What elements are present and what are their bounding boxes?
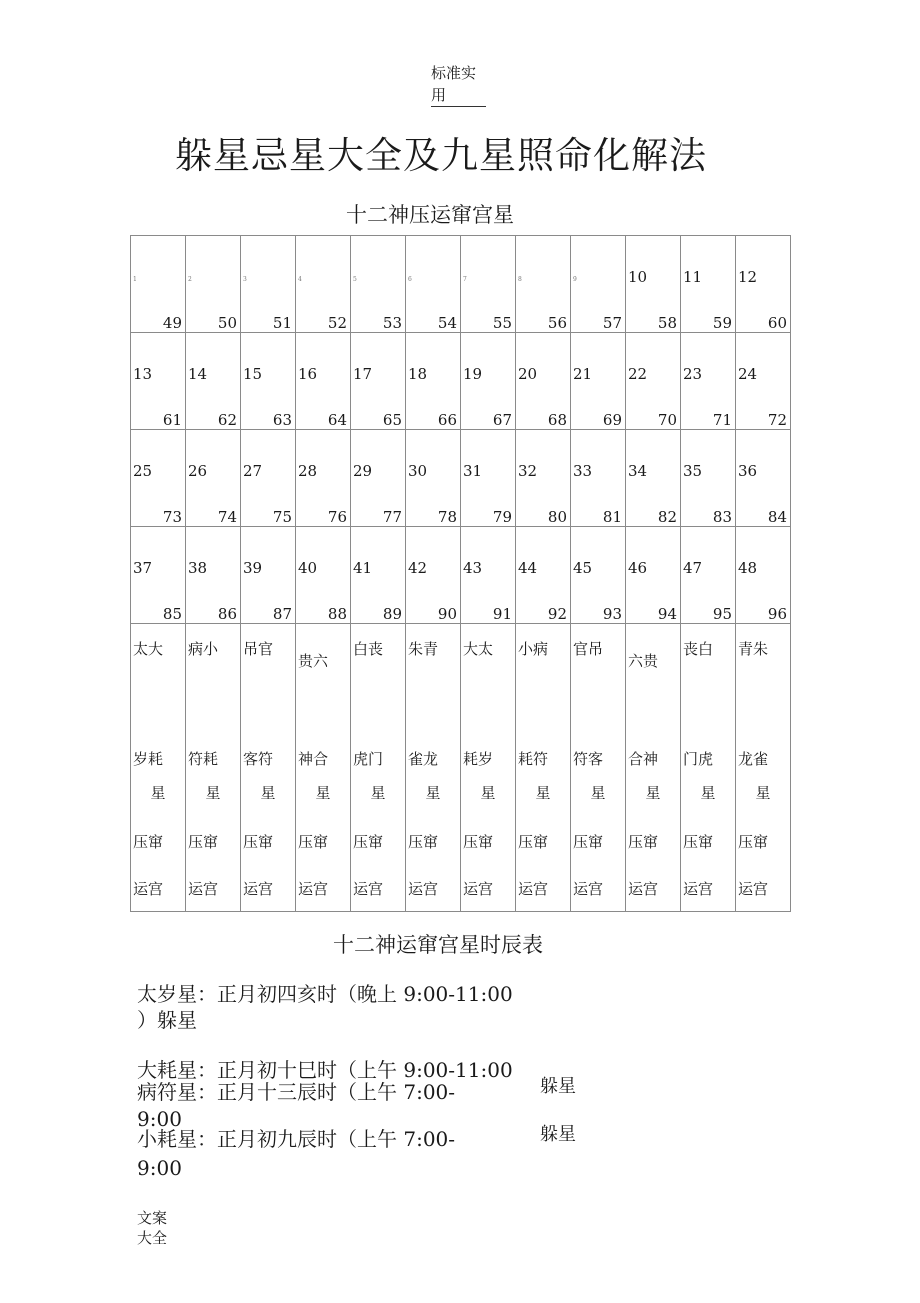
document-title: 躲星忌星大全及九星照命化解法: [175, 134, 707, 177]
cell-number-top: 36: [738, 462, 758, 480]
star-name-cell: [626, 624, 681, 912]
star-name-line3: 星: [480, 784, 496, 802]
star-name-line5: 运宫: [188, 880, 219, 898]
entry-bingfu-line1: 病符星：正月十三辰时（上午 7:00-: [137, 1080, 456, 1104]
entry-xiaohao-tail: 躲星: [540, 1124, 576, 1145]
number-cell: [736, 527, 791, 624]
number-cell: [626, 236, 681, 333]
cell-number-top: 23: [683, 365, 703, 383]
number-cell: [186, 527, 241, 624]
cell-number-top: 7: [463, 276, 467, 283]
entry-bingfu-line2: 9:00: [137, 1107, 182, 1131]
star-name-line1: 朱青: [408, 640, 439, 658]
cell-number-top: 42: [408, 559, 428, 577]
number-cell: [681, 333, 736, 430]
number-cell: [461, 333, 516, 430]
star-name-line1: 吊官: [243, 640, 274, 658]
star-name-line2: 耗岁: [463, 750, 494, 768]
star-name-line5: 运宫: [573, 880, 604, 898]
cell-number-bottom: 85: [162, 605, 182, 623]
star-name-line2: 合神: [628, 750, 659, 768]
cell-number-bottom: 69: [602, 411, 622, 429]
cell-number-bottom: 88: [327, 605, 347, 623]
star-name-line2: 岁耗: [133, 750, 164, 768]
cell-number-top: 33: [573, 462, 593, 480]
cell-number-bottom: 65: [382, 411, 402, 429]
cell-number-bottom: 79: [492, 508, 512, 526]
cell-number-bottom: 78: [437, 508, 457, 526]
number-cell: [626, 527, 681, 624]
cell-number-bottom: 90: [437, 605, 457, 623]
entry-xiaohao-line1: 小耗星：正月初九辰时（上午 7:00-: [137, 1127, 456, 1151]
cell-number-bottom: 66: [437, 411, 457, 429]
star-name-line3: 星: [260, 784, 276, 802]
cell-number-top: 3: [243, 276, 247, 283]
cell-number-top: 19: [463, 365, 483, 383]
cell-number-top: 37: [133, 559, 153, 577]
cell-number-top: 9: [573, 276, 577, 283]
star-name-line5: 运宫: [683, 880, 714, 898]
star-name-line3: 星: [370, 784, 386, 802]
cell-number-bottom: 50: [217, 314, 237, 332]
number-cell: [131, 527, 186, 624]
number-cell: [296, 333, 351, 430]
number-cell: [681, 430, 736, 527]
star-name-line4: 压窜: [518, 833, 549, 851]
star-name-line5: 运宫: [628, 880, 659, 898]
cell-number-bottom: 77: [382, 508, 402, 526]
star-name-line5: 运宫: [738, 880, 769, 898]
number-cell: [736, 333, 791, 430]
cell-number-top: 27: [243, 462, 263, 480]
cell-number-bottom: 81: [602, 508, 622, 526]
number-cell: [681, 527, 736, 624]
star-name-cell: [406, 624, 461, 912]
star-name-line4: 压窜: [243, 833, 274, 851]
number-cell: [241, 236, 296, 333]
star-name-line5: 运宫: [298, 880, 329, 898]
number-row: [131, 333, 791, 430]
star-name-cell: [131, 624, 186, 912]
star-name-line3: 星: [425, 784, 441, 802]
cell-number-top: 12: [738, 268, 758, 286]
cell-number-bottom: 60: [767, 314, 787, 332]
star-name-line3: 星: [315, 784, 331, 802]
cell-number-top: 22: [628, 365, 648, 383]
cell-number-top: 4: [298, 276, 302, 283]
cell-number-bottom: 86: [217, 605, 237, 623]
star-name-line3: 星: [150, 784, 166, 802]
cell-number-bottom: 54: [437, 314, 457, 332]
cell-number-top: 43: [463, 559, 483, 577]
star-name-cell: [571, 624, 626, 912]
header-label-line1: 标准实: [431, 64, 477, 82]
cell-number-top: 5: [353, 276, 357, 283]
cell-number-top: 25: [133, 462, 153, 480]
number-cell: [516, 236, 571, 333]
star-name-line5: 运宫: [133, 880, 164, 898]
cell-number-top: 21: [573, 365, 593, 383]
cell-number-bottom: 82: [657, 508, 677, 526]
cell-number-top: 38: [188, 559, 208, 577]
cell-number-top: 31: [463, 462, 483, 480]
cell-number-top: 32: [518, 462, 538, 480]
footer-label: 文案大全: [137, 1209, 168, 1247]
number-cell: [571, 430, 626, 527]
cell-number-top: 6: [408, 276, 412, 283]
number-cell: [626, 430, 681, 527]
cell-number-bottom: 64: [327, 411, 347, 429]
cell-number-bottom: 70: [657, 411, 677, 429]
star-name-line2: 雀龙: [408, 750, 439, 768]
cell-number-bottom: 68: [547, 411, 567, 429]
star-name-line4: 压窜: [298, 833, 329, 851]
cell-number-top: 44: [518, 559, 538, 577]
star-name-line1: 官吊: [573, 640, 604, 658]
star-name-cell: [516, 624, 571, 912]
cell-number-top: 30: [408, 462, 428, 480]
number-cell: [461, 430, 516, 527]
header-label-line2: 用: [431, 84, 486, 107]
star-name-line1: 病小: [188, 640, 219, 658]
cell-number-bottom: 59: [712, 314, 732, 332]
number-cell: [131, 430, 186, 527]
number-cell: [241, 527, 296, 624]
star-name-line3: 星: [590, 784, 606, 802]
number-cell: [241, 333, 296, 430]
number-cell: [351, 236, 406, 333]
star-name-line5: 运宫: [463, 880, 494, 898]
star-name-line1: 丧白: [683, 640, 714, 658]
cell-number-bottom: 57: [602, 314, 622, 332]
cell-number-bottom: 80: [547, 508, 567, 526]
number-row: [131, 527, 791, 624]
entry-taisui-line1: 太岁星：正月初四亥时（晚上 9:00-11:00: [137, 982, 513, 1006]
cell-number-top: 24: [738, 365, 758, 383]
star-name-line3: 星: [755, 784, 771, 802]
star-name-line1: 青朱: [738, 640, 769, 658]
star-name-line2: 耗符: [518, 750, 549, 768]
cell-number-top: 10: [628, 268, 648, 286]
cell-number-top: 11: [683, 268, 703, 286]
cell-number-bottom: 63: [272, 411, 292, 429]
star-name-cell: [681, 624, 736, 912]
cell-number-bottom: 94: [657, 605, 677, 623]
header-label: [431, 62, 491, 107]
cell-number-top: 39: [243, 559, 263, 577]
number-cell: [406, 527, 461, 624]
star-name-line1: 贵六: [298, 652, 329, 670]
star-name-line2: 符客: [573, 750, 604, 768]
number-cell: [186, 430, 241, 527]
cell-number-bottom: 93: [602, 605, 622, 623]
cell-number-top: 17: [353, 365, 373, 383]
number-cell: [296, 430, 351, 527]
star-table: [130, 235, 791, 912]
cell-number-bottom: 73: [162, 508, 182, 526]
cell-number-bottom: 49: [162, 314, 182, 332]
star-name-cell: [296, 624, 351, 912]
cell-number-top: 2: [188, 276, 192, 283]
number-row: [131, 236, 791, 333]
number-cell: [186, 333, 241, 430]
table-title: 十二神压运窜宫星: [346, 203, 514, 227]
cell-number-top: 15: [243, 365, 263, 383]
number-cell: [186, 236, 241, 333]
star-name-line5: 运宫: [518, 880, 549, 898]
cell-number-top: 35: [683, 462, 703, 480]
entry-bingfu-tail: 躲星: [540, 1076, 576, 1097]
cell-number-top: 29: [353, 462, 373, 480]
cell-number-bottom: 58: [657, 314, 677, 332]
cell-number-top: 48: [738, 559, 758, 577]
number-cell: [461, 527, 516, 624]
cell-number-top: 14: [188, 365, 208, 383]
number-cell: [296, 236, 351, 333]
cell-number-top: 18: [408, 365, 428, 383]
cell-number-top: 46: [628, 559, 648, 577]
cell-number-bottom: 72: [767, 411, 787, 429]
cell-number-bottom: 56: [547, 314, 567, 332]
star-name-cell: [736, 624, 791, 912]
cell-number-bottom: 53: [382, 314, 402, 332]
cell-number-bottom: 75: [272, 508, 292, 526]
star-name-line1: 六贵: [628, 652, 659, 670]
number-cell: [351, 430, 406, 527]
number-cell: [131, 236, 186, 333]
star-name-line1: 大太: [463, 640, 494, 658]
cell-number-bottom: 84: [767, 508, 787, 526]
cell-number-bottom: 89: [382, 605, 402, 623]
star-name-line1: 太大: [133, 640, 164, 658]
star-name-cell: [351, 624, 406, 912]
cell-number-bottom: 71: [712, 411, 732, 429]
cell-number-bottom: 92: [547, 605, 567, 623]
number-cell: [241, 430, 296, 527]
number-cell: [626, 333, 681, 430]
star-name-line2: 虎门: [353, 750, 384, 768]
cell-number-bottom: 96: [767, 605, 787, 623]
cell-number-bottom: 83: [712, 508, 732, 526]
cell-number-bottom: 95: [712, 605, 732, 623]
star-name-line4: 压窜: [573, 833, 604, 851]
star-name-line2: 龙雀: [738, 750, 769, 768]
number-cell: [516, 430, 571, 527]
number-cell: [461, 236, 516, 333]
cell-number-top: 34: [628, 462, 648, 480]
star-name-line4: 压窜: [738, 833, 769, 851]
star-name-line4: 压窜: [133, 833, 164, 851]
star-name-line4: 压窜: [188, 833, 219, 851]
star-name-cell: [461, 624, 516, 912]
cell-number-bottom: 76: [327, 508, 347, 526]
number-row: [131, 430, 791, 527]
number-cell: [571, 236, 626, 333]
cell-number-bottom: 62: [217, 411, 237, 429]
cell-number-bottom: 55: [492, 314, 512, 332]
star-name-line2: 符耗: [188, 750, 219, 768]
number-cell: [406, 333, 461, 430]
star-name-line4: 压窜: [463, 833, 494, 851]
cell-number-top: 47: [683, 559, 703, 577]
cell-number-top: 20: [518, 365, 538, 383]
cell-number-bottom: 67: [492, 411, 512, 429]
star-name-line3: 星: [205, 784, 221, 802]
section-title: 十二神运窜宫星时辰表: [333, 933, 543, 957]
number-cell: [351, 333, 406, 430]
star-name-line3: 星: [535, 784, 551, 802]
cell-number-top: 16: [298, 365, 318, 383]
star-name-line4: 压窜: [353, 833, 384, 851]
star-name-line5: 运宫: [408, 880, 439, 898]
star-name-line5: 运宫: [353, 880, 384, 898]
star-name-line4: 压窜: [683, 833, 714, 851]
star-name-line4: 压窜: [628, 833, 659, 851]
number-cell: [296, 527, 351, 624]
number-cell: [131, 333, 186, 430]
entry-taisui-line2: ）躲星: [137, 1008, 197, 1032]
number-cell: [736, 236, 791, 333]
number-cell: [406, 430, 461, 527]
number-cell: [736, 430, 791, 527]
star-name-line2: 门虎: [683, 750, 714, 768]
star-name-line2: 神合: [298, 750, 329, 768]
entry-xiaohao-line2: 9:00: [137, 1156, 182, 1180]
cell-number-top: 41: [353, 559, 373, 577]
star-name-line5: 运宫: [243, 880, 274, 898]
cell-number-top: 40: [298, 559, 318, 577]
number-cell: [681, 236, 736, 333]
cell-number-bottom: 91: [492, 605, 512, 623]
cell-number-bottom: 51: [272, 314, 292, 332]
cell-number-top: 8: [518, 276, 522, 283]
star-name-line3: 星: [645, 784, 661, 802]
cell-number-bottom: 87: [272, 605, 292, 623]
cell-number-bottom: 61: [162, 411, 182, 429]
cell-number-bottom: 74: [217, 508, 237, 526]
cell-number-top: 26: [188, 462, 208, 480]
star-name-row: [131, 624, 791, 912]
number-cell: [516, 333, 571, 430]
star-name-line2: 客符: [243, 750, 274, 768]
star-name-line1: 小病: [518, 640, 549, 658]
number-cell: [406, 236, 461, 333]
star-name-cell: [186, 624, 241, 912]
cell-number-bottom: 52: [327, 314, 347, 332]
number-cell: [571, 527, 626, 624]
star-name-cell: [241, 624, 296, 912]
entry-dahao-line1: 大耗星：正月初十巳时（上午 9:00-11:00: [137, 1058, 513, 1082]
cell-number-top: 1: [133, 276, 137, 283]
cell-number-top: 13: [133, 365, 153, 383]
star-name-line4: 压窜: [408, 833, 439, 851]
cell-number-top: 45: [573, 559, 593, 577]
number-cell: [351, 527, 406, 624]
number-cell: [516, 527, 571, 624]
star-name-line1: 白丧: [353, 640, 384, 658]
cell-number-top: 28: [298, 462, 318, 480]
number-cell: [571, 333, 626, 430]
star-name-line3: 星: [700, 784, 716, 802]
